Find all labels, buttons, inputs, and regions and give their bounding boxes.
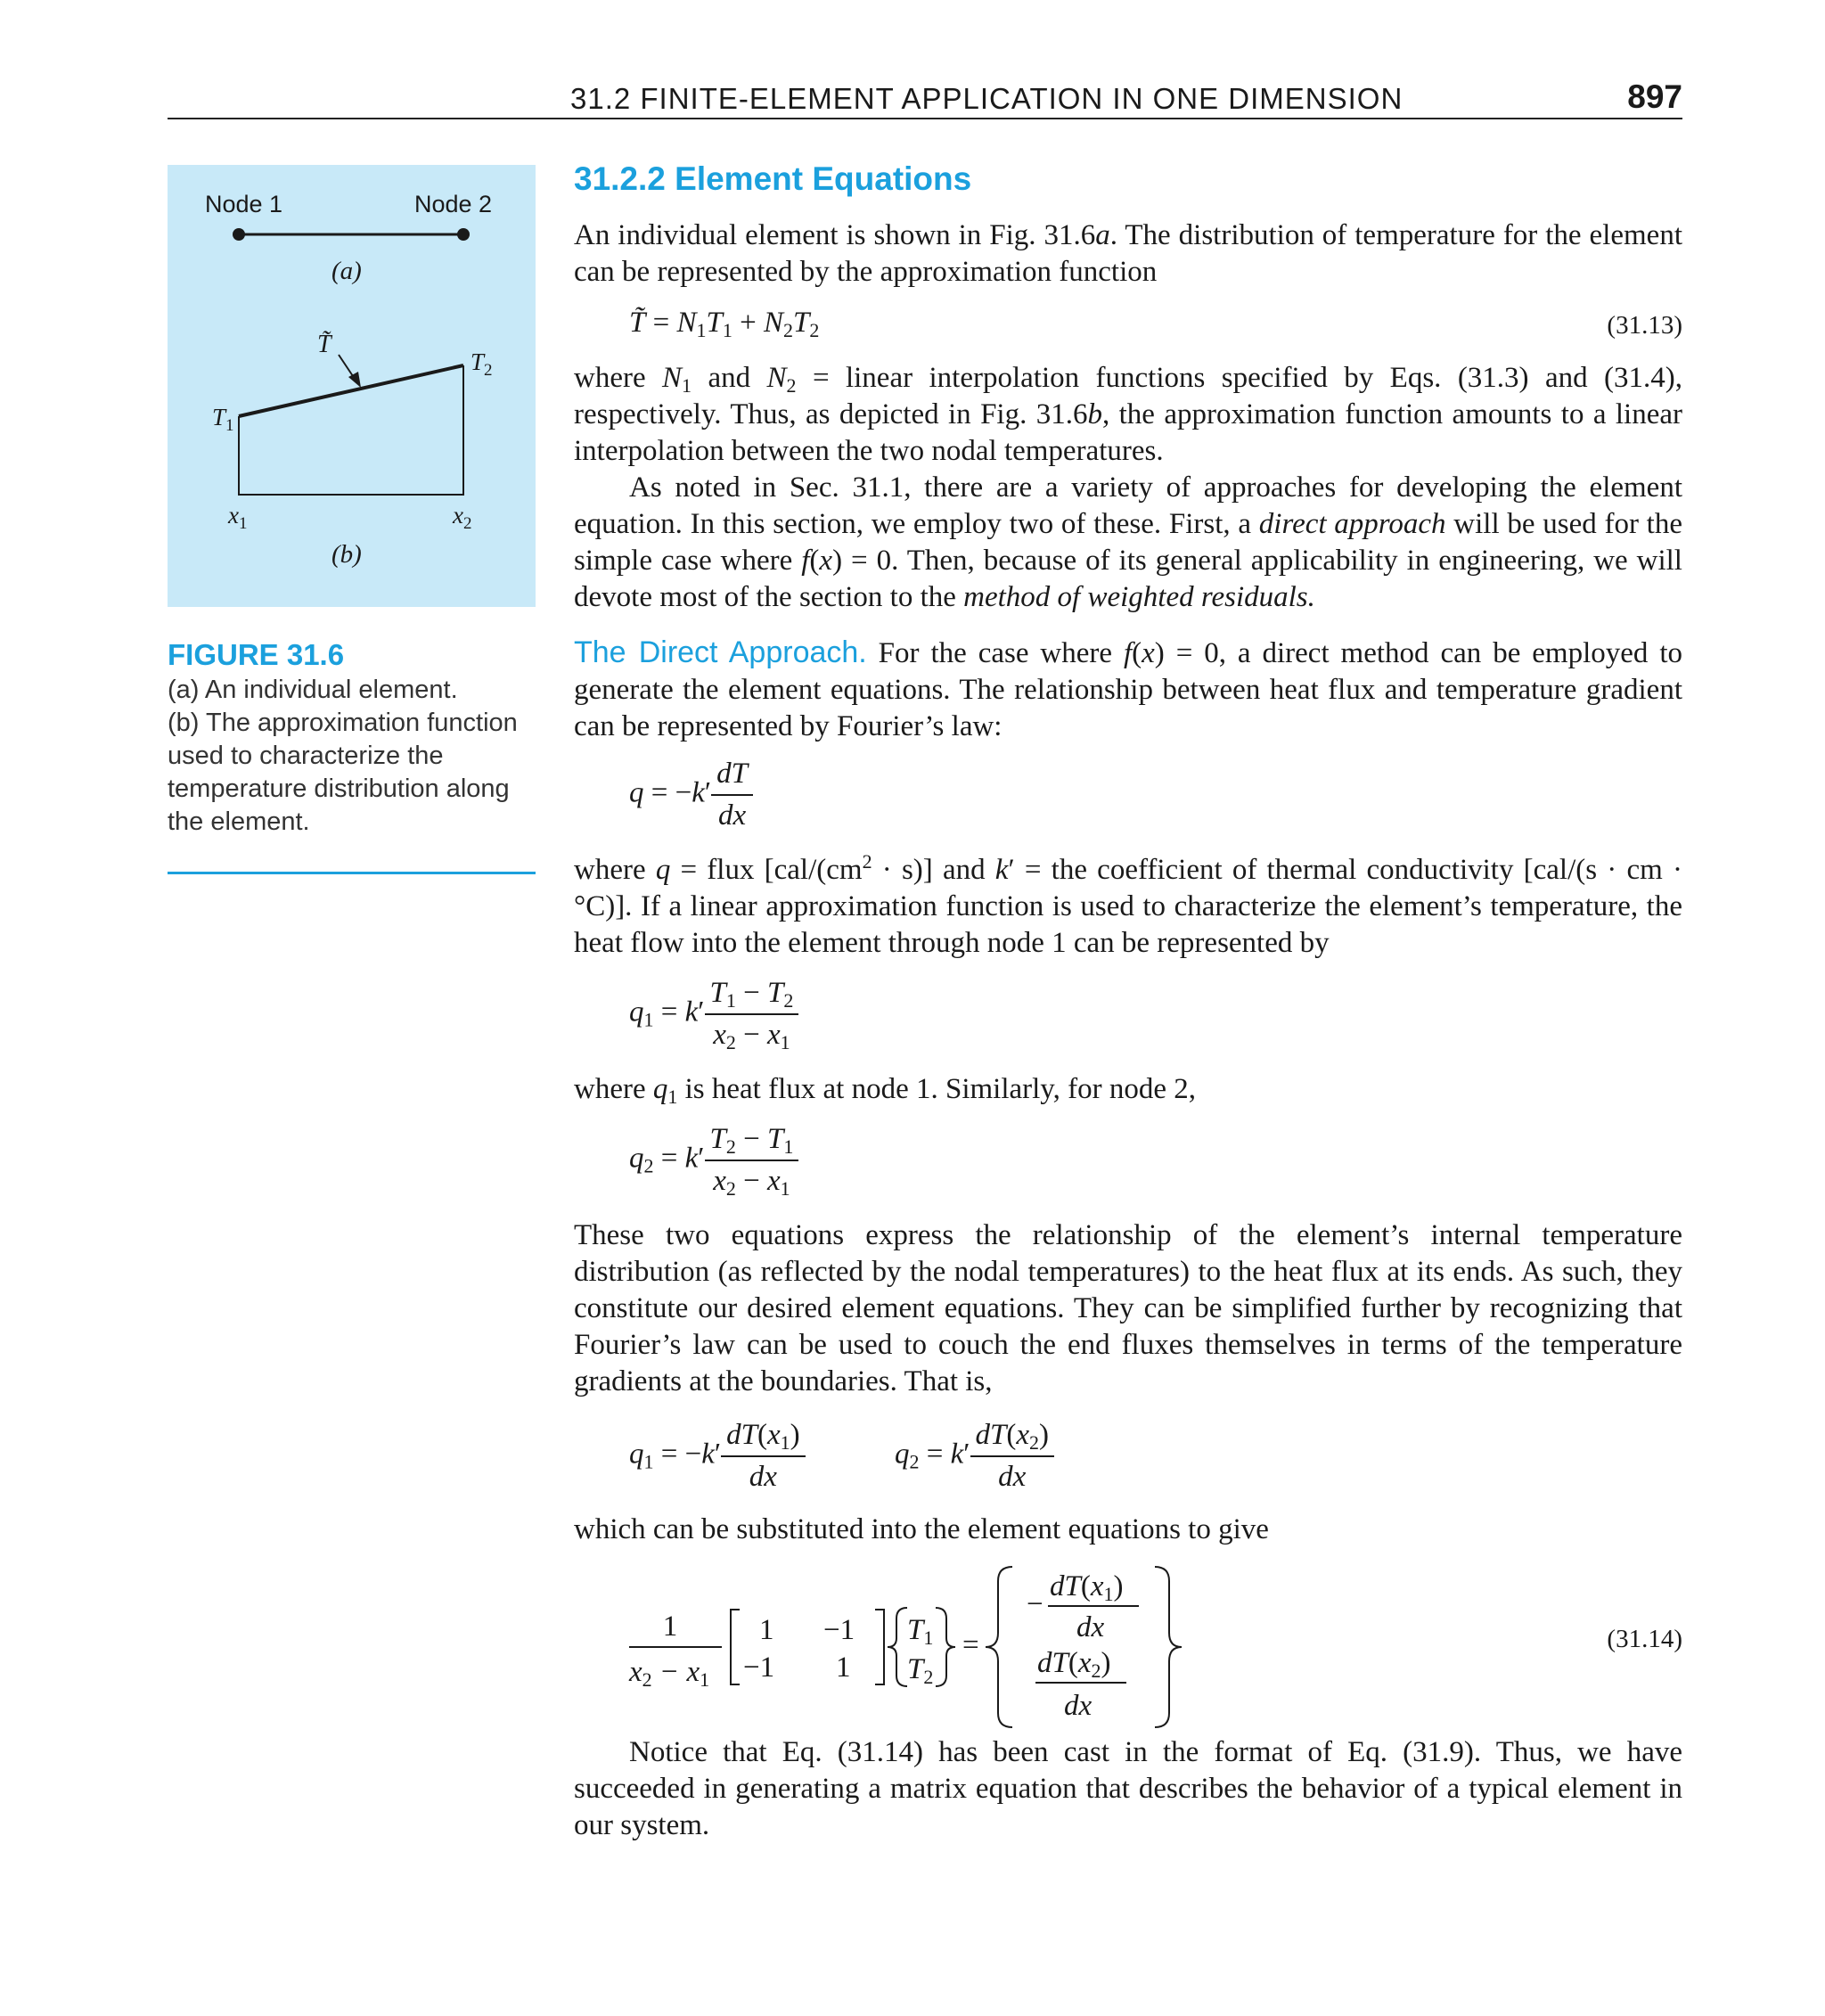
equation-q2-boundary: $q_2 = k'$ $\frac{dT(x_2)}{dx}$ bbox=[895, 1419, 1054, 1494]
equation-31-14 bbox=[624, 1561, 1194, 1731]
paragraph-5: where q = flux $[cal/(cm^2 \cdot s)]$ and k′ = the coefficient of thermal conductivity [cal/(s · cm · °C)]. If a linear approximation function is used to characterize the element’s temperature, the heat flow into the element through node 1 can be represented by bbox=[574, 850, 1682, 959]
svg-text:1: 1 bbox=[759, 1614, 774, 1646]
caption-line: used to characterize the bbox=[168, 742, 444, 770]
paragraph-9: Notice that Eq. (31.14) has been cast in the format of Eq. (31.9). Thus, we have succeeded in generating a matrix equation that describes the behavior of a typical element in our system. bbox=[574, 1736, 1682, 1841]
caption-line: temperature distribution along bbox=[168, 774, 510, 803]
figure-31-6-diagram bbox=[168, 165, 536, 607]
figure-caption bbox=[168, 674, 524, 839]
panel-b-label: (b) bbox=[331, 540, 362, 569]
t1-label: $T_1$ bbox=[212, 404, 234, 435]
paragraph-6: where $q_1$ is heat flux at node 1. Similarly, for node 2, bbox=[574, 1073, 1197, 1108]
svg-text:1: 1 bbox=[662, 1610, 678, 1643]
equation-31-13: T̃ = $N_1T_1 + N_2T_2$ bbox=[629, 307, 820, 341]
svg-text:=: = bbox=[962, 1629, 979, 1661]
running-head: 31.2 FINITE-ELEMENT APPLICATION IN ONE DIMENSION bbox=[570, 82, 1404, 115]
svg-text:T2: T2 bbox=[907, 1653, 934, 1688]
paragraph-direct-approach: The Direct Approach. For the case where f(x) = 0, a direct method can be employed to generate the element equations. The relationship between heat flux and temperature gradient can be represented by Fourier’s law: bbox=[574, 635, 1682, 742]
paragraph-7: These two equations express the relationship of the element’s internal temperature distribution (as reflected by the nodal temperatures) to the heat flux at its ends. As such, they constitute our desired element equations. They can be simplified further by recognizing that Fourier’s law can be used to couch the end fluxes themselves in terms of the temperature gradients at the boundaries. That is, bbox=[574, 1219, 1682, 1397]
equation-number-31-13: (31.13) bbox=[1607, 311, 1682, 340]
svg-text:dT(x2): dT(x2) bbox=[1037, 1647, 1111, 1682]
paragraph-8: which can be substituted into the element equations to give bbox=[574, 1513, 1269, 1545]
svg-text:x2 − x1: x2 − x1 bbox=[629, 1656, 710, 1691]
svg-text:1: 1 bbox=[836, 1651, 851, 1684]
equation-fourier-law: q = −k′ $\frac{dT}{dx}$ bbox=[629, 758, 753, 832]
svg-text:−: − bbox=[1027, 1588, 1043, 1620]
section-title: 31.2.2 Element Equations bbox=[574, 160, 972, 197]
svg-text:dT(x1): dT(x1) bbox=[1050, 1570, 1124, 1605]
x2-label: $x_2$ bbox=[453, 502, 472, 533]
t-tilde-label: T̃ bbox=[317, 331, 331, 358]
figure-31-6-panel bbox=[168, 165, 536, 607]
t-tilde-arrowhead bbox=[348, 372, 361, 388]
figure-label: FIGURE 31.6 bbox=[168, 638, 345, 671]
node-1-label: Node 1 bbox=[205, 191, 283, 217]
node-2-label: Node 2 bbox=[414, 191, 493, 217]
svg-text:dx: dx bbox=[1076, 1611, 1105, 1643]
x1-label: $x_1$ bbox=[228, 502, 248, 533]
panel-a-label: (a) bbox=[331, 257, 362, 285]
runin-heading: The Direct Approach. bbox=[574, 635, 867, 669]
t2-label: $T_2$ bbox=[471, 348, 493, 380]
header-rule bbox=[168, 118, 1682, 119]
equation-number-31-14: (31.14) bbox=[1607, 1625, 1682, 1653]
caption-line: the element. bbox=[168, 807, 310, 836]
paragraph-2: where $N_1$ and $N_2$ = linear interpolation functions specified by Eqs. (31.3) and (31.4), respectively. Thus, as depicted in Fig. 31.6b, the approximation function amounts to a linear interpolation between the two nodal temperatures. As noted in Sec. 31.1, there are a variety of approaches for developing the element equation. In this section, we employ two of these. First, a direct approach will be used for the simple case where f(x) = 0. Then, because of its general applicability in engineering, we will devote most of the section to the method of weighted residuals. bbox=[574, 362, 1682, 613]
svg-text:dx: dx bbox=[1064, 1690, 1093, 1722]
svg-text:T1: T1 bbox=[907, 1614, 934, 1649]
caption-line: (b) The approximation function bbox=[168, 709, 518, 737]
equation-q1-boundary: $q_1 = -k'$ $\frac{dT(x_1)}{dx}$ bbox=[629, 1419, 806, 1494]
node-2-dot bbox=[457, 228, 470, 241]
page-number: 897 bbox=[1627, 78, 1682, 115]
element-outline bbox=[239, 365, 463, 495]
svg-text:−1: −1 bbox=[823, 1614, 855, 1646]
node-1-dot bbox=[233, 228, 245, 241]
equation-q2: $q_2 = k'$ $\frac{T_2 - T_1}{x_2 - x_1}$ bbox=[629, 1123, 798, 1198]
svg-text:−1: −1 bbox=[743, 1651, 775, 1684]
caption-rule bbox=[168, 872, 536, 874]
equation-q1: $q_1 = k'$ $\frac{T_1 - T_2}{x_2 - x_1}$ bbox=[629, 977, 798, 1052]
caption-line: (a) An individual element. bbox=[168, 676, 458, 704]
paragraph-1: An individual element is shown in Fig. 31.6a. The distribution of temperature for the element can be represented by the approximation function bbox=[574, 219, 1682, 288]
